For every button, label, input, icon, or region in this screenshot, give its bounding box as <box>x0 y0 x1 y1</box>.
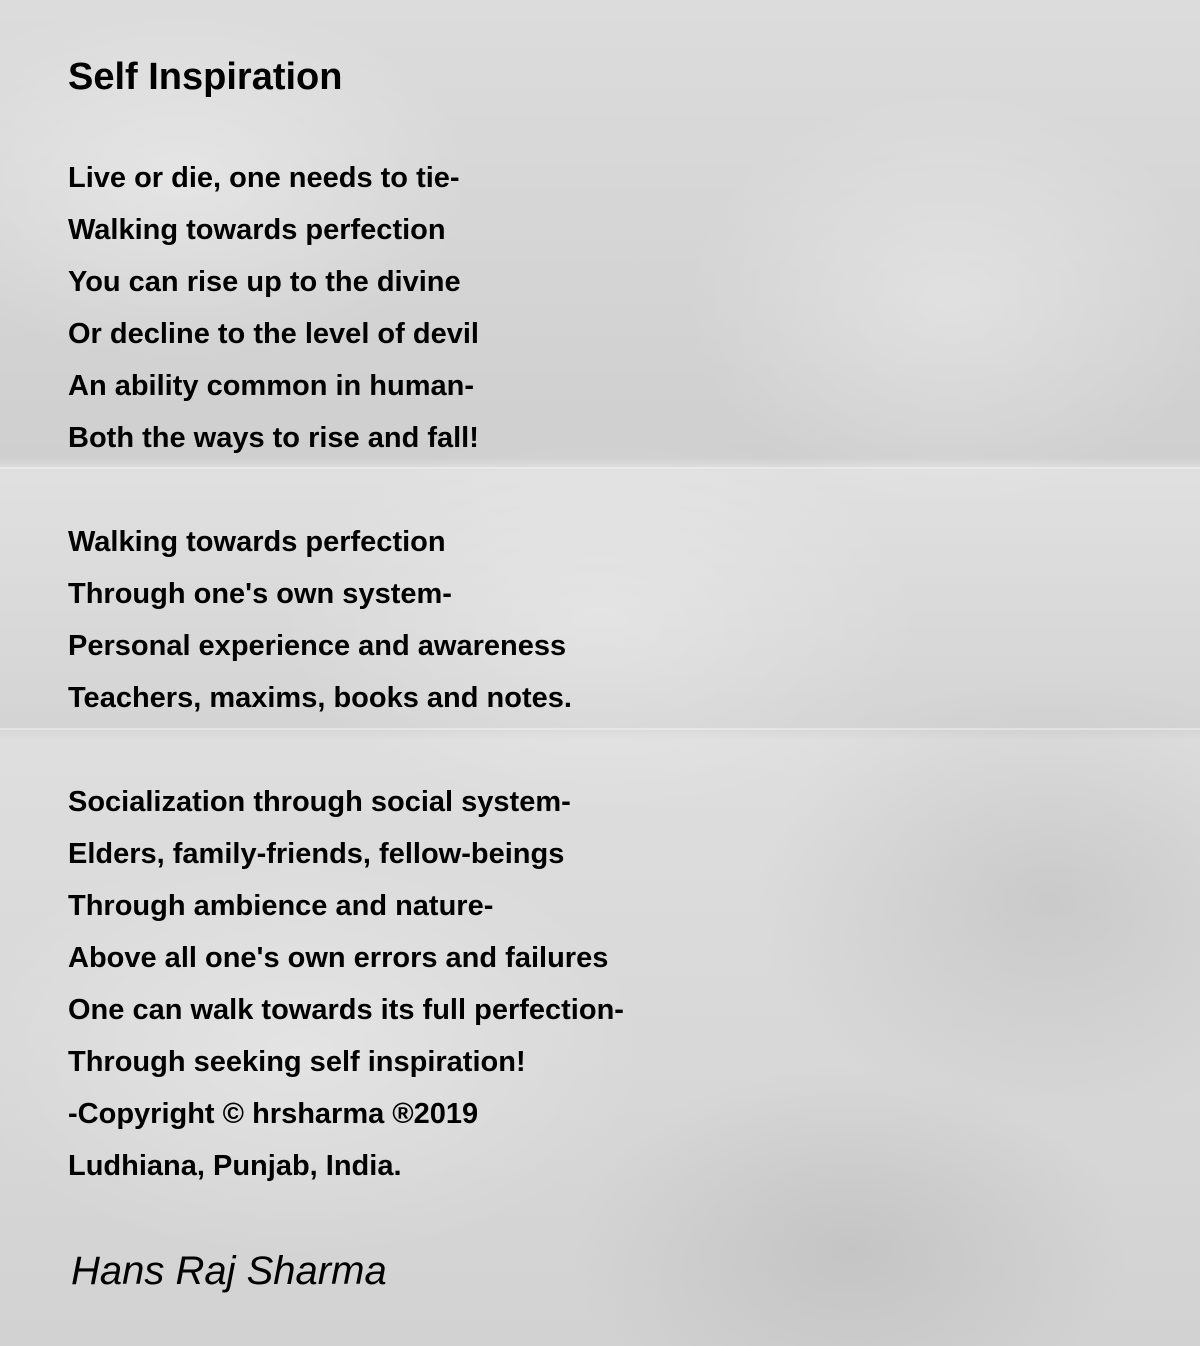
poem-line: Both the ways to rise and fall! <box>68 422 479 454</box>
poem-line: Above all one's own errors and failures <box>68 942 609 974</box>
poem-line: Elders, family-friends, fellow-beings <box>68 838 565 870</box>
stanza-1 <box>68 152 624 464</box>
poem-line: One can walk towards its full perfection- <box>68 994 624 1026</box>
stanza-2 <box>68 516 624 724</box>
location-line: Ludhiana, Punjab, India. <box>68 1150 402 1182</box>
poem-line: Through seeking self inspiration! <box>68 1046 526 1078</box>
poem-line: Through ambience and nature- <box>68 890 494 922</box>
poem-line: Live or die, one needs to tie- <box>68 162 460 194</box>
stanza-3 <box>68 776 624 1192</box>
author-name: Hans Raj Sharma <box>71 1249 387 1293</box>
poem-line: An ability common in human- <box>68 370 475 402</box>
poem-line: Personal experience and awareness <box>68 630 567 662</box>
poem-line: You can rise up to the divine <box>68 266 461 298</box>
copyright-line: -Copyright © hrsharma ®2019 <box>68 1098 479 1130</box>
poem-line: Socialization through social system- <box>68 786 571 818</box>
poem-line: Through one's own system- <box>68 578 452 610</box>
poem-body <box>68 152 624 1192</box>
poem-line: Or decline to the level of devil <box>68 318 479 350</box>
poem-line: Walking towards perfection <box>68 526 446 558</box>
poem-line: Teachers, maxims, books and notes. <box>68 682 572 714</box>
poem-title: Self Inspiration <box>68 56 343 98</box>
poem-line: Walking towards perfection <box>68 214 446 246</box>
